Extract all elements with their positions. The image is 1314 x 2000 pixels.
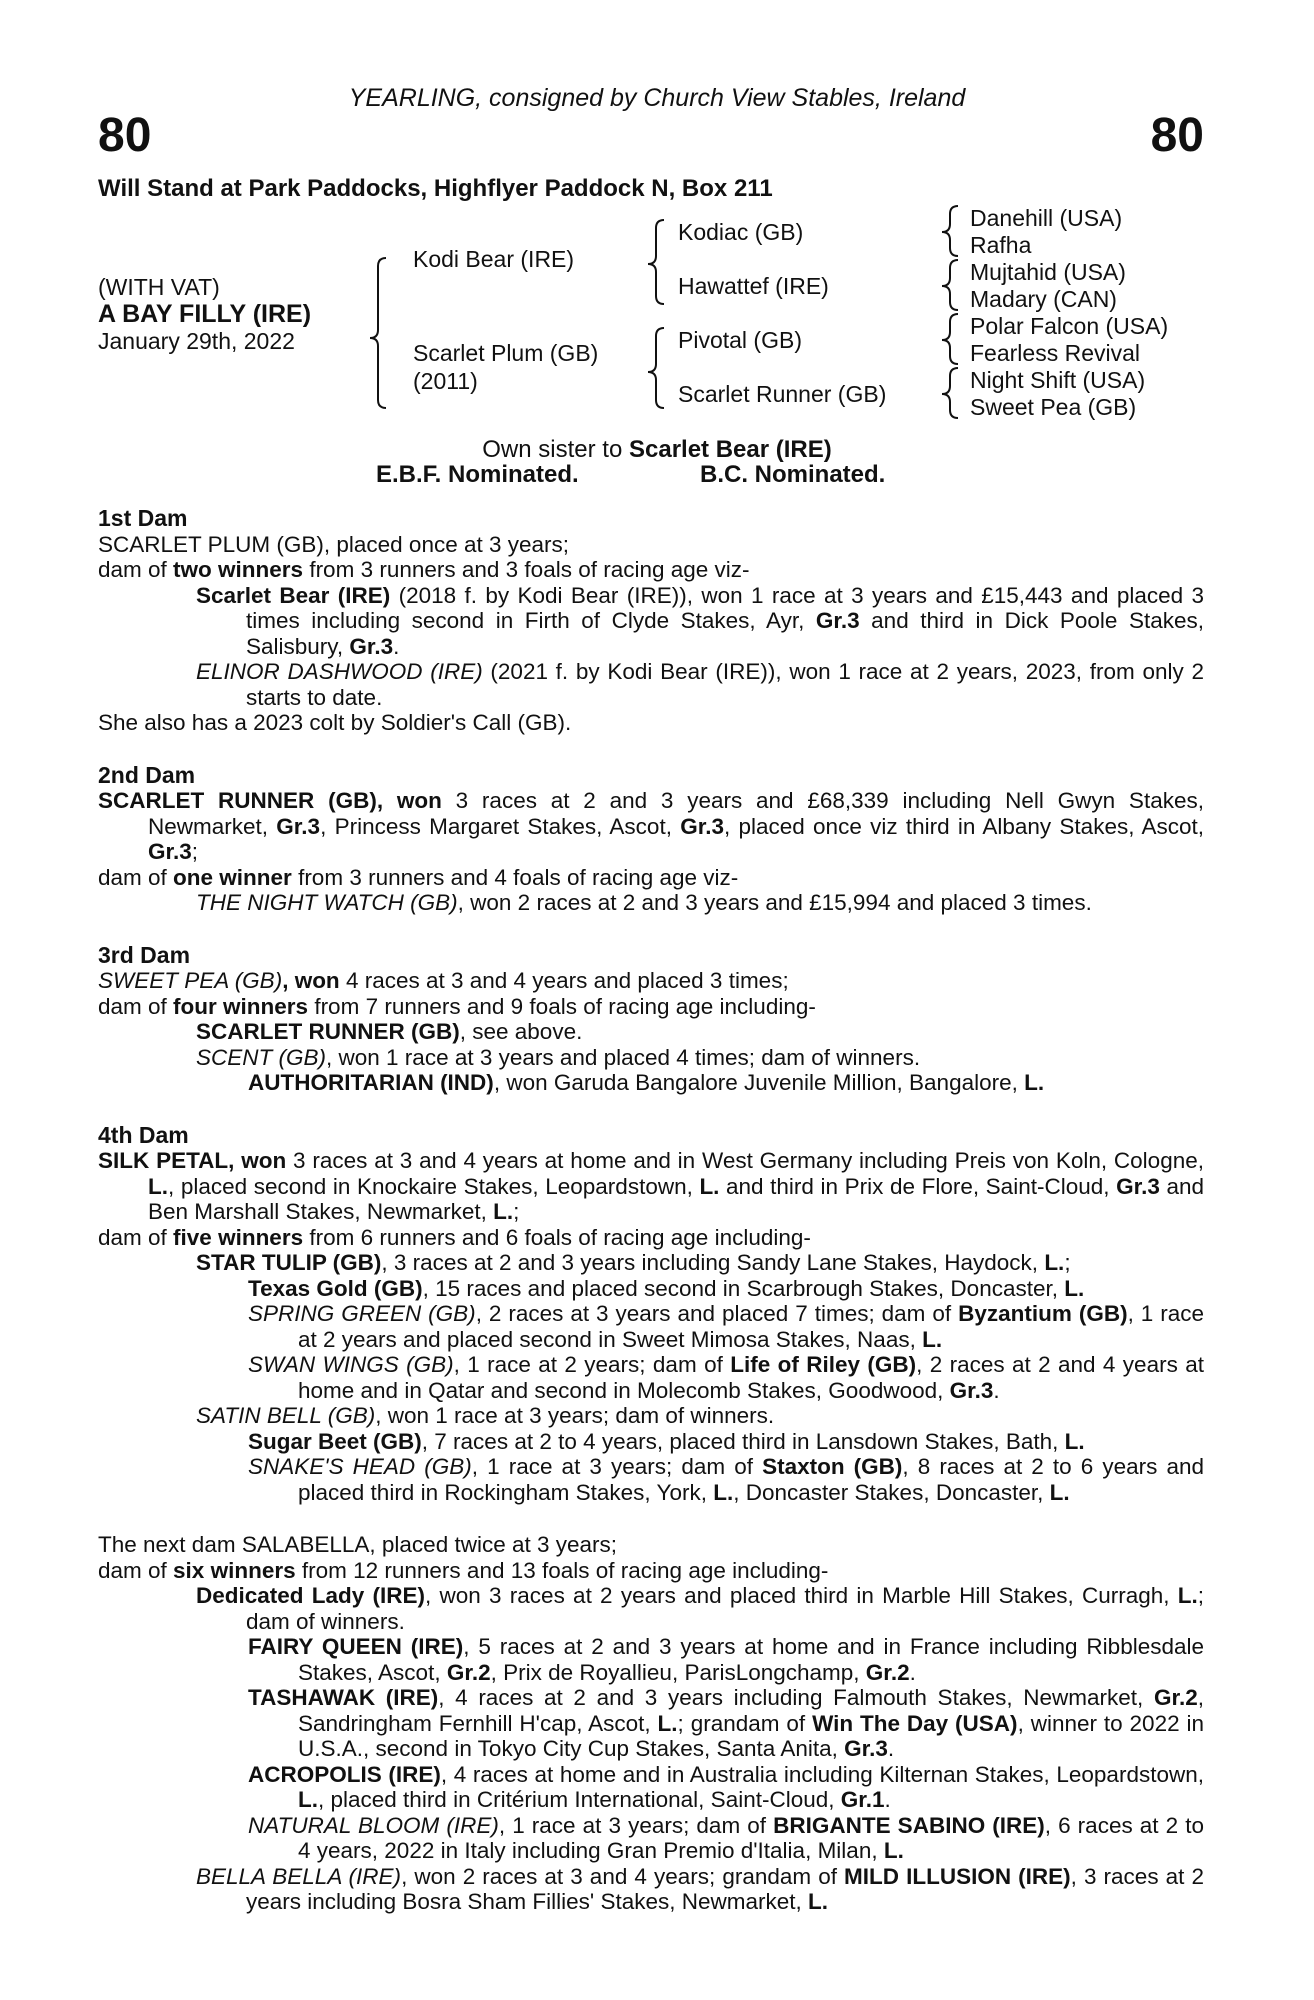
lot-number-right: 80 xyxy=(1150,109,1204,162)
produce-entry: SWAN WINGS (GB), 1 race at 2 years; dam of Life of Riley (GB), 2 races at 2 and 4 years at home and in Qatar and second in Molecomb Stakes, Goodwood, Gr.3. xyxy=(248,1352,1204,1403)
dam-line: SCARLET RUNNER (GB), won 3 races at 2 and 3 years and £68,339 including Nell Gwyn Stakes, Newmarket, Gr.3, Princess Margaret Stakes, Ascot, Gr.3, placed once viz third in Albany Stakes, Ascot, Gr.3; xyxy=(98,788,1204,864)
dam-year: (2011) xyxy=(413,368,478,394)
catalogue-body xyxy=(98,506,1204,1915)
produce-entry: Sugar Beet (GB), 7 races at 2 to 4 years, placed third in Lansdown Stakes, Bath, L. xyxy=(248,1428,1085,1454)
g3-ancestor: Danehill (USA) xyxy=(970,205,1123,231)
produce-entry: Dedicated Lady (IRE), won 3 races at 2 years and placed third in Marble Hill Stakes, Curragh, L.; dam of winners. xyxy=(196,1583,1204,1634)
produce-entry: SCARLET RUNNER (GB), see above. xyxy=(196,1019,583,1044)
lot-number-left: 80 xyxy=(98,109,152,162)
produce-entry: THE NIGHT WATCH (GB), won 2 races at 2 and 3 years and £15,994 and placed 3 times. xyxy=(196,890,1092,915)
g3-ancestor: Sweet Pea (GB) xyxy=(970,394,1137,420)
produce-entry: SNAKE'S HEAD (GB), 1 race at 3 years; dam of Staxton (GB), 8 races at 2 to 6 years and placed third in Rockingham Stakes, York, L., Doncaster Stakes, Doncaster, L. xyxy=(248,1454,1204,1505)
produce-entry: TASHAWAK (IRE), 4 races at 2 and 3 years including Falmouth Stakes, Newmarket, Gr.2, Sandringham Fernhill H'cap, Ascot, L.; grandam of Win The Day (USA), winner to 2022 in U.S.A., second in Tokyo City Cup Stakes, Santa Anita, Gr.3. xyxy=(248,1685,1205,1761)
ebf-nomination: E.B.F. Nominated. xyxy=(376,461,579,488)
g3-ancestor: Rafha xyxy=(970,232,1032,258)
section-heading: 1st Dam xyxy=(98,505,188,531)
produce-entry: AUTHORITARIAN (IND), won Garuda Bangalore Juvenile Million, Bangalore, L. xyxy=(248,1070,1045,1095)
produce-entry: STAR TULIP (GB), 3 races at 2 and 3 years including Sandy Lane Stakes, Haydock, L.; xyxy=(196,1250,1071,1275)
g3-ancestor: Mujtahid (USA) xyxy=(970,259,1126,285)
dam-dam: Scarlet Runner (GB) xyxy=(678,381,887,407)
dam-line: SILK PETAL, won 3 races at 3 and 4 years at home and in West Germany including Preis von Koln, Cologne, L., placed second in Knockaire Stakes, Leopardstown, L. and third in Prix de Flore, Saint-Cloud, Gr.3 and Ben Marshall Stakes, Newmarket, L.; xyxy=(98,1148,1204,1224)
g3-ancestor: Madary (CAN) xyxy=(970,286,1117,312)
produce-entry: BELLA BELLA (IRE), won 2 races at 3 and 4 years; grandam of MILD ILLUSION (IRE), 3 races at 2 years including Bosra Sham Fillies' Stakes, Newmarket, L. xyxy=(196,1863,1204,1914)
dam-line: SCARLET PLUM (GB), placed once at 3 years; xyxy=(98,531,570,557)
dam-line: The next dam SALABELLA, placed twice at 3 years; xyxy=(98,1532,618,1557)
produce-note: She also has a 2023 colt by Soldier's Call (GB). xyxy=(98,710,572,735)
sire-sire: Kodiac (GB) xyxy=(678,219,804,245)
produce-entry: NATURAL BLOOM (IRE), 1 race at 3 years; dam of BRIGANTE SABINO (IRE), 6 races at 2 to 4 years, 2022 in Italy including Gran Premio d'Italia, Milan, L. xyxy=(248,1812,1204,1863)
produce-entry: SPRING GREEN (GB), 2 races at 3 years and placed 7 times; dam of Byzantium (GB), 1 race at 2 years and placed second in Sweet Mimosa Stakes, Naas, L. xyxy=(248,1301,1205,1352)
vat-label: (WITH VAT) xyxy=(98,274,220,300)
produce-entry: Texas Gold (GB), 15 races and placed second in Scarbrough Stakes, Doncaster, L. xyxy=(248,1275,1085,1301)
produce-entry: Scarlet Bear (IRE) (2018 f. by Kodi Bear (IRE)), won 1 race at 3 years and £15,443 and placed 3 times including second in Firth of Clyde Stakes, Ayr, Gr.3 and third in Dick Poole Stakes, Salisbury, Gr.3. xyxy=(196,582,1204,659)
produce-summary: dam of one winner from 3 runners and 4 foals of racing age viz- xyxy=(98,864,739,890)
produce-entry: ELINOR DASHWOOD (IRE) (2021 f. by Kodi Bear (IRE)), won 1 race at 2 years, 2023, from only 2 starts to date. xyxy=(196,659,1204,710)
dam-sire: Pivotal (GB) xyxy=(678,327,802,353)
own-sister-note: Own sister to Scarlet Bear (IRE) xyxy=(482,436,832,463)
section-heading: 3rd Dam xyxy=(98,941,191,968)
sire-dam: Hawattef (IRE) xyxy=(678,273,829,299)
produce-summary: dam of five winners from 6 runners and 6 foals of racing age including- xyxy=(98,1224,811,1250)
foaling-date: January 29th, 2022 xyxy=(98,328,295,354)
produce-entry: FAIRY QUEEN (IRE), 5 races at 2 and 3 years at home and in France including Ribblesdale Stakes, Ascot, Gr.2, Prix de Royallieu, ParisLongchamp, Gr.2. xyxy=(248,1634,1205,1685)
section-heading: 4th Dam xyxy=(98,1121,189,1148)
produce-entry: ACROPOLIS (IRE), 4 races at home and in Australia including Kilternan Stakes, Leopardstown, L., placed third in Critérium International, Saint-Cloud, Gr.1. xyxy=(248,1761,1204,1812)
produce-entry: SCENT (GB), won 1 race at 3 years and placed 4 times; dam of winners. xyxy=(196,1044,921,1070)
stand-location: Will Stand at Park Paddocks, Highflyer Paddock N, Box 211 xyxy=(98,175,773,202)
g3-ancestor: Polar Falcon (USA) xyxy=(970,313,1169,339)
section-heading: 2nd Dam xyxy=(98,761,196,788)
produce-summary: dam of four winners from 7 runners and 9 foals of racing age including- xyxy=(98,993,816,1019)
g3-ancestor: Fearless Revival xyxy=(970,340,1140,366)
g3-ancestor: Night Shift (USA) xyxy=(970,367,1146,393)
produce-summary: dam of two winners from 3 runners and 3 foals of racing age viz- xyxy=(98,557,750,582)
produce-entry: SATIN BELL (GB), won 1 race at 3 years; dam of winners. xyxy=(196,1403,775,1428)
horse-name: A BAY FILLY (IRE) xyxy=(98,300,312,328)
dam: Scarlet Plum (GB) xyxy=(413,340,599,366)
dam-line: SWEET PEA (GB), won 4 races at 3 and 4 years and placed 3 times; xyxy=(98,968,789,993)
produce-summary: dam of six winners from 12 runners and 13 foals of racing age including- xyxy=(98,1557,829,1583)
bc-nomination: B.C. Nominated. xyxy=(700,461,886,488)
sire: Kodi Bear (IRE) xyxy=(413,246,575,272)
consignor-line: YEARLING, consigned by Church View Stables, Ireland xyxy=(348,84,966,112)
